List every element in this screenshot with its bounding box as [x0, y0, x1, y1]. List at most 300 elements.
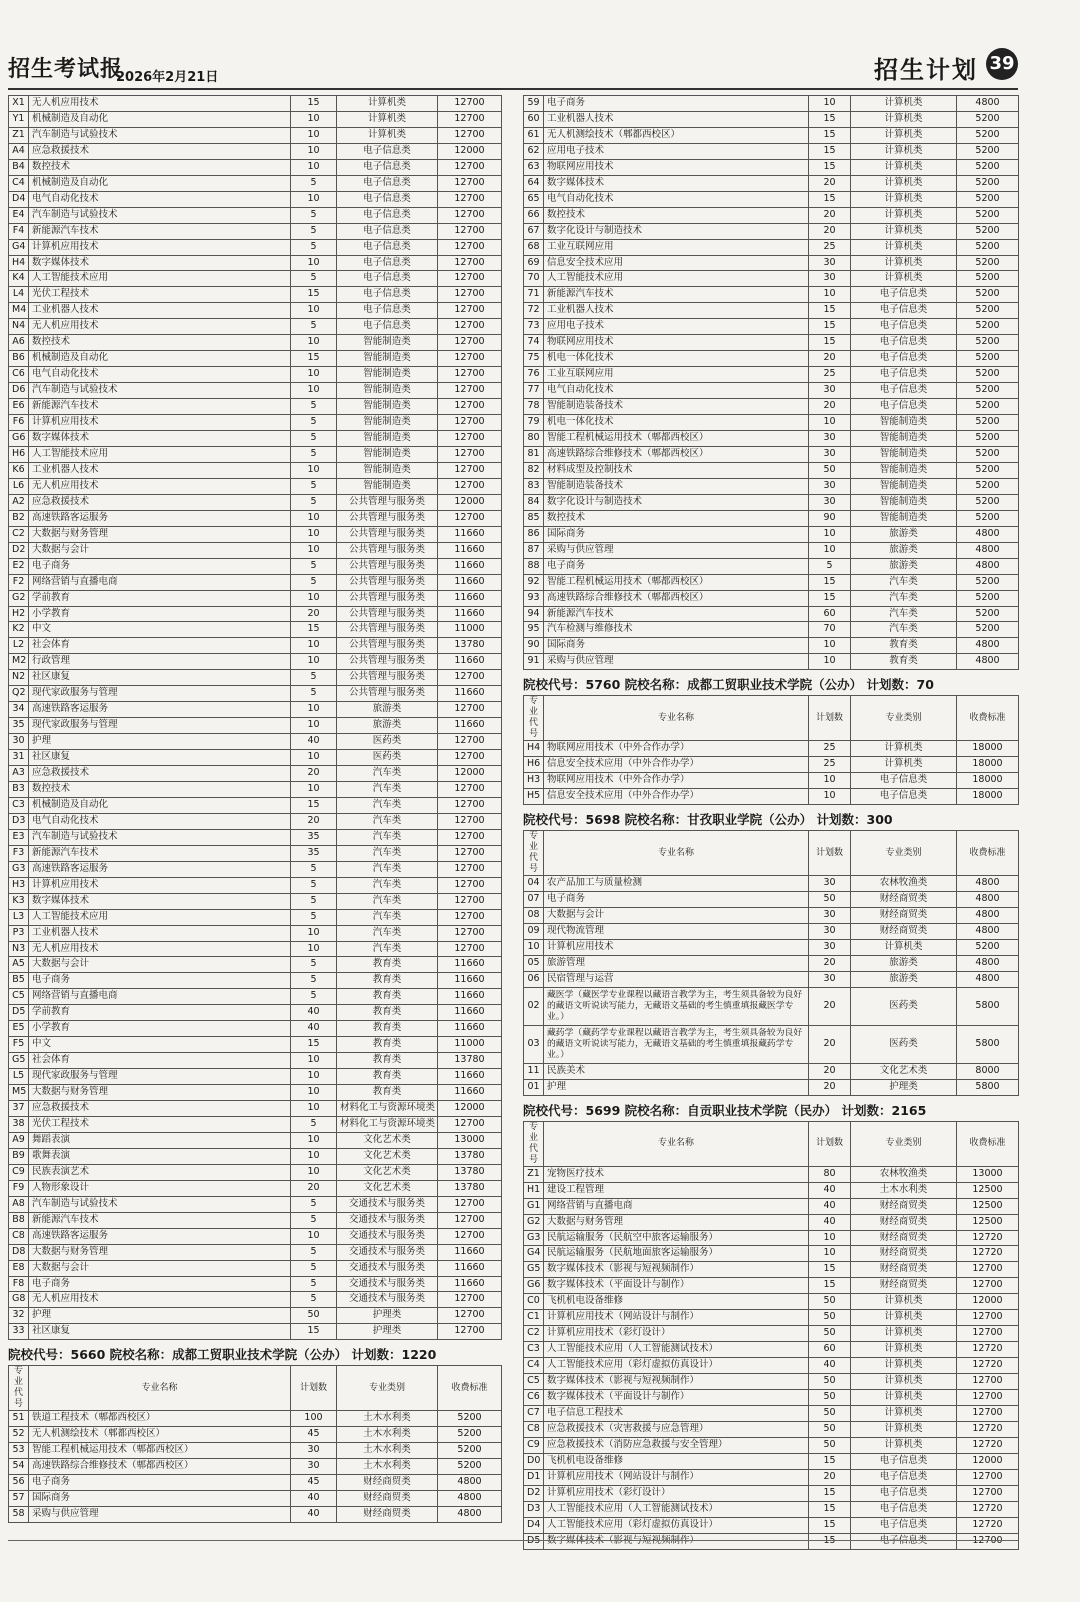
plan-count: 20 — [809, 207, 851, 223]
plan-count: 5 — [291, 239, 337, 255]
major-name: 计算机应用技术（彩灯设计） — [544, 1485, 809, 1501]
tuition-fee: 4800 — [957, 955, 1019, 971]
plan-count: 5 — [291, 319, 337, 335]
table-row — [9, 686, 502, 702]
major-category: 公共管理与服务类 — [337, 574, 438, 590]
major-category: 汽车类 — [337, 861, 438, 877]
tuition-fee: 12700 — [438, 734, 502, 750]
major-name: 无人机应用技术 — [29, 319, 291, 335]
tuition-fee: 12720 — [957, 1501, 1019, 1517]
table-row — [9, 1148, 502, 1164]
major-category: 智能制造类 — [337, 351, 438, 367]
major-category: 计算机类 — [851, 1310, 957, 1326]
major-category: 旅游类 — [337, 718, 438, 734]
major-category: 医药类 — [337, 750, 438, 766]
major-name: 护理 — [544, 1079, 809, 1095]
major-code: 02 — [524, 987, 544, 1025]
major-name: 建设工程管理 — [544, 1182, 809, 1198]
major-code: L5 — [9, 1069, 29, 1085]
tuition-fee: 13780 — [438, 1053, 502, 1069]
tuition-fee: 11660 — [438, 590, 502, 606]
major-category: 土木水利类 — [337, 1411, 438, 1427]
tuition-fee: 12700 — [438, 1308, 502, 1324]
tuition-fee: 18000 — [957, 741, 1019, 757]
major-code: 82 — [524, 462, 544, 478]
tuition-fee: 5200 — [957, 399, 1019, 415]
tuition-fee: 12700 — [438, 797, 502, 813]
plan-count: 15 — [809, 590, 851, 606]
major-category: 电子信息类 — [851, 287, 957, 303]
major-category: 计算机类 — [851, 939, 957, 955]
major-code: 95 — [524, 622, 544, 638]
plan-count: 50 — [809, 1421, 851, 1437]
major-code: C2 — [9, 526, 29, 542]
major-name: 光伏工程技术 — [29, 1117, 291, 1133]
major-category: 电子信息类 — [851, 1453, 957, 1469]
plan-count: 30 — [809, 908, 851, 924]
tuition-fee: 5200 — [957, 415, 1019, 431]
table-row — [9, 606, 502, 622]
major-code: 57 — [9, 1491, 29, 1507]
tuition-fee: 5200 — [957, 191, 1019, 207]
major-name: 应急救援技术（灾害救援与应急管理） — [544, 1421, 809, 1437]
major-category: 计算机类 — [851, 96, 957, 112]
plan-count: 5 — [291, 399, 337, 415]
major-category: 计算机类 — [851, 757, 957, 773]
tuition-fee: 11660 — [438, 957, 502, 973]
major-category: 电子信息类 — [851, 773, 957, 789]
table-row — [9, 175, 502, 191]
tuition-fee: 5200 — [957, 622, 1019, 638]
table-row — [524, 789, 1019, 805]
major-category: 计算机类 — [851, 1358, 957, 1374]
major-code: 77 — [524, 383, 544, 399]
major-category: 汽车类 — [851, 590, 957, 606]
tuition-fee: 11660 — [438, 1276, 502, 1292]
major-name: 无人机应用技术 — [29, 941, 291, 957]
major-name: 护理 — [29, 1308, 291, 1324]
major-name: 应急救援技术 — [29, 1101, 291, 1117]
major-code: 38 — [9, 1117, 29, 1133]
tuition-fee: 11660 — [438, 1085, 502, 1101]
table-row — [9, 1507, 502, 1523]
major-code: 79 — [524, 415, 544, 431]
tuition-fee: 12700 — [438, 303, 502, 319]
major-code: D2 — [524, 1485, 544, 1501]
major-code: G1 — [524, 1198, 544, 1214]
major-category: 文化艺术类 — [337, 1164, 438, 1180]
plan-count: 10 — [291, 781, 337, 797]
tuition-fee: 12720 — [957, 1342, 1019, 1358]
plan-count: 30 — [809, 255, 851, 271]
table-row — [524, 367, 1019, 383]
table-row — [524, 1025, 1019, 1063]
school-5699-table — [523, 1121, 1019, 1550]
major-code: K2 — [9, 622, 29, 638]
table-row — [524, 383, 1019, 399]
plan-count: 15 — [809, 1453, 851, 1469]
plan-count: 10 — [291, 1132, 337, 1148]
major-category: 汽车类 — [337, 766, 438, 782]
major-name: 机械制造及自动化 — [29, 175, 291, 191]
plan-count: 15 — [291, 1037, 337, 1053]
major-category: 电子信息类 — [851, 351, 957, 367]
table-row — [524, 908, 1019, 924]
major-code: G3 — [524, 1230, 544, 1246]
tuition-fee: 18000 — [957, 789, 1019, 805]
section-title: 招生计划 — [874, 56, 978, 84]
major-name: 护理 — [29, 734, 291, 750]
major-name: 光伏工程技术 — [29, 287, 291, 303]
major-code: C1 — [524, 1310, 544, 1326]
plan-count: 10 — [291, 1085, 337, 1101]
major-name: 应急救援技术 — [29, 766, 291, 782]
major-code: K3 — [9, 893, 29, 909]
major-name: 应用电子技术 — [544, 319, 809, 335]
major-name: 汽车制造与试验技术 — [29, 829, 291, 845]
major-code: D4 — [524, 1517, 544, 1533]
tuition-fee: 5200 — [957, 271, 1019, 287]
major-code: C0 — [524, 1294, 544, 1310]
major-name: 计算机应用技术（彩灯设计） — [544, 1326, 809, 1342]
major-code: 85 — [524, 510, 544, 526]
major-category: 公共管理与服务类 — [337, 510, 438, 526]
tuition-fee: 11660 — [438, 558, 502, 574]
major-category: 财经商贸类 — [851, 1214, 957, 1230]
major-category: 农林牧渔类 — [851, 876, 957, 892]
major-category: 汽车类 — [851, 622, 957, 638]
plan-count: 15 — [809, 303, 851, 319]
major-category: 电子信息类 — [851, 1517, 957, 1533]
major-name: 数字媒体技术（平面设计与制作） — [544, 1278, 809, 1294]
table-row — [9, 255, 502, 271]
table-row — [9, 734, 502, 750]
major-name: 物联网应用技术（中外合作办学） — [544, 773, 809, 789]
plan-count: 15 — [291, 287, 337, 303]
table-row — [9, 1228, 502, 1244]
major-category: 电子信息类 — [337, 143, 438, 159]
major-code: X1 — [9, 96, 29, 112]
plan-count: 30 — [809, 876, 851, 892]
major-name: 人工智能技术应用 — [29, 909, 291, 925]
tuition-fee: 5200 — [957, 494, 1019, 510]
major-code: 87 — [524, 542, 544, 558]
major-name: 社会体育 — [29, 638, 291, 654]
major-name: 大数据与会计 — [29, 957, 291, 973]
major-category: 计算机类 — [851, 239, 957, 255]
tuition-fee: 4800 — [957, 892, 1019, 908]
column-header: 收费标准 — [957, 696, 1019, 741]
plan-count: 10 — [291, 159, 337, 175]
plan-count: 10 — [291, 510, 337, 526]
major-category: 财经商贸类 — [337, 1491, 438, 1507]
major-code: H1 — [524, 1182, 544, 1198]
major-code: C5 — [9, 989, 29, 1005]
major-name: 国际商务 — [544, 526, 809, 542]
major-name: 数字媒体技术（影视与短视频制作） — [544, 1262, 809, 1278]
table-row — [524, 1517, 1019, 1533]
major-code: C8 — [524, 1421, 544, 1437]
major-name: 电子商务 — [544, 96, 809, 112]
major-category: 计算机类 — [851, 1437, 957, 1453]
major-category: 公共管理与服务类 — [337, 526, 438, 542]
major-name: 应急救援技术（消防应急救援与安全管理） — [544, 1437, 809, 1453]
tuition-fee: 12700 — [438, 877, 502, 893]
major-name: 电子商务 — [29, 558, 291, 574]
major-category: 汽车类 — [337, 893, 438, 909]
major-category: 土木水利类 — [337, 1427, 438, 1443]
plan-count: 5 — [291, 431, 337, 447]
tuition-fee: 12720 — [957, 1246, 1019, 1262]
major-name: 现代家政服务与管理 — [29, 1069, 291, 1085]
plan-count: 5 — [291, 494, 337, 510]
major-name: 数控技术 — [29, 159, 291, 175]
tuition-fee: 5200 — [957, 319, 1019, 335]
major-code: Z1 — [524, 1166, 544, 1182]
plan-count: 30 — [291, 1459, 337, 1475]
major-name: 大数据与财务管理 — [29, 1085, 291, 1101]
major-category: 旅游类 — [337, 702, 438, 718]
tuition-fee: 5200 — [957, 223, 1019, 239]
table-row — [524, 606, 1019, 622]
tuition-fee: 4800 — [957, 971, 1019, 987]
major-name: 汽车制造与试验技术 — [29, 1196, 291, 1212]
major-name: 新能源汽车技术 — [544, 606, 809, 622]
major-code: F2 — [9, 574, 29, 590]
table-row — [9, 1117, 502, 1133]
major-code: 70 — [524, 271, 544, 287]
table-row — [9, 127, 502, 143]
major-name: 新能源汽车技术 — [29, 845, 291, 861]
major-name: 物联网应用技术 — [544, 335, 809, 351]
major-name: 信息安全技术应用（中外合作办学） — [544, 757, 809, 773]
plan-count: 10 — [291, 1148, 337, 1164]
plan-count: 35 — [291, 845, 337, 861]
table-row — [524, 1214, 1019, 1230]
major-category: 公共管理与服务类 — [337, 494, 438, 510]
tuition-fee: 12700 — [957, 1278, 1019, 1294]
major-code: G5 — [524, 1262, 544, 1278]
table-row — [9, 494, 502, 510]
tuition-fee: 12700 — [438, 335, 502, 351]
table-row — [9, 1180, 502, 1196]
plan-count: 30 — [809, 939, 851, 955]
plan-count: 40 — [291, 1021, 337, 1037]
major-category: 财经商贸类 — [851, 892, 957, 908]
plan-count: 25 — [809, 239, 851, 255]
major-name: 人物形象设计 — [29, 1180, 291, 1196]
tuition-fee: 5200 — [957, 207, 1019, 223]
major-code: 10 — [524, 939, 544, 955]
plan-count: 5 — [291, 574, 337, 590]
major-code: N3 — [9, 941, 29, 957]
major-category: 电子信息类 — [851, 335, 957, 351]
tuition-fee: 11000 — [438, 622, 502, 638]
major-category: 旅游类 — [851, 526, 957, 542]
major-category: 计算机类 — [337, 111, 438, 127]
major-name: 藏药学（藏药学专业课程以藏语言教学为主，考生须具备较为良好的藏语文听说读写能力，无藏语文基础的考生慎重填报藏药学专业。） — [544, 1025, 809, 1063]
major-category: 电子信息类 — [337, 175, 438, 191]
plan-count: 5 — [291, 223, 337, 239]
major-code: D6 — [9, 383, 29, 399]
major-code: 83 — [524, 478, 544, 494]
major-name: 电气自动化技术 — [544, 383, 809, 399]
major-category: 智能制造类 — [851, 462, 957, 478]
major-code: F6 — [9, 415, 29, 431]
major-name: 网络营销与直播电商 — [29, 574, 291, 590]
major-name: 现代家政服务与管理 — [29, 718, 291, 734]
plan-count: 40 — [291, 734, 337, 750]
table-row — [524, 1166, 1019, 1182]
tuition-fee: 11660 — [438, 686, 502, 702]
major-name: 人工智能技术应用 — [29, 271, 291, 287]
table-row — [9, 845, 502, 861]
plan-count: 60 — [809, 606, 851, 622]
tuition-fee: 5800 — [957, 987, 1019, 1025]
table-row — [524, 351, 1019, 367]
major-category: 交通技术与服务类 — [337, 1244, 438, 1260]
tuition-fee: 5200 — [957, 446, 1019, 462]
major-code: G6 — [9, 431, 29, 447]
plan-count: 10 — [291, 941, 337, 957]
major-code: 01 — [524, 1079, 544, 1095]
major-code: 76 — [524, 367, 544, 383]
plan-count: 80 — [809, 1166, 851, 1182]
tuition-fee: 12700 — [438, 319, 502, 335]
left-column — [8, 95, 501, 1523]
major-category: 智能制造类 — [337, 399, 438, 415]
table-row — [524, 239, 1019, 255]
major-code: H3 — [524, 773, 544, 789]
tuition-fee: 13780 — [438, 1148, 502, 1164]
tuition-fee: 5200 — [438, 1427, 502, 1443]
table-row — [524, 622, 1019, 638]
column-header: 专业名称 — [544, 696, 809, 741]
plan-count: 5 — [291, 909, 337, 925]
major-category: 文化艺术类 — [851, 1063, 957, 1079]
major-code: 08 — [524, 908, 544, 924]
column-header: 收费标准 — [957, 1121, 1019, 1166]
major-category: 智能制造类 — [337, 415, 438, 431]
major-category: 计算机类 — [851, 1374, 957, 1390]
major-name: 新能源汽车技术 — [29, 399, 291, 415]
tuition-fee: 4800 — [957, 638, 1019, 654]
column-header: 计划数 — [809, 1121, 851, 1166]
major-name: 大数据与财务管理 — [29, 1244, 291, 1260]
tuition-fee: 11660 — [438, 654, 502, 670]
table-row — [9, 143, 502, 159]
plan-count: 20 — [291, 1180, 337, 1196]
major-code: 64 — [524, 175, 544, 191]
plan-count: 20 — [809, 1469, 851, 1485]
table-row — [9, 893, 502, 909]
table-row — [9, 1037, 502, 1053]
major-code: H5 — [524, 789, 544, 805]
major-code: C4 — [524, 1358, 544, 1374]
tuition-fee: 12700 — [438, 925, 502, 941]
major-category: 公共管理与服务类 — [337, 606, 438, 622]
major-code: 81 — [524, 446, 544, 462]
major-category: 教育类 — [337, 1037, 438, 1053]
major-code: D4 — [9, 191, 29, 207]
plan-count: 10 — [291, 335, 337, 351]
table-row — [524, 1390, 1019, 1406]
major-code: B5 — [9, 973, 29, 989]
table-row — [524, 955, 1019, 971]
major-name: 新能源汽车技术 — [544, 287, 809, 303]
table-row — [9, 1212, 502, 1228]
plan-count: 40 — [291, 1005, 337, 1021]
plan-count: 50 — [809, 1326, 851, 1342]
table-row — [9, 303, 502, 319]
major-name: 数字化设计与制造技术 — [544, 494, 809, 510]
table-row — [524, 923, 1019, 939]
tuition-fee: 12700 — [438, 750, 502, 766]
plan-count: 20 — [291, 606, 337, 622]
major-code: B4 — [9, 159, 29, 175]
table-row — [524, 1294, 1019, 1310]
table-row — [524, 1079, 1019, 1095]
major-name: 中文 — [29, 1037, 291, 1053]
major-category: 智能制造类 — [337, 335, 438, 351]
major-code: C2 — [524, 1326, 544, 1342]
table-row — [524, 111, 1019, 127]
major-category: 计算机类 — [851, 159, 957, 175]
major-code: L6 — [9, 478, 29, 494]
major-code: 33 — [9, 1324, 29, 1340]
column-header: 专业代号 — [524, 1121, 544, 1166]
plan-count: 10 — [809, 638, 851, 654]
major-name: 工业机器人技术 — [29, 462, 291, 478]
table-row — [9, 526, 502, 542]
major-code: A6 — [9, 335, 29, 351]
column-header: 专业名称 — [544, 1121, 809, 1166]
table-row — [9, 1005, 502, 1021]
major-code: F5 — [9, 1037, 29, 1053]
major-code: 84 — [524, 494, 544, 510]
plan-count: 30 — [809, 383, 851, 399]
major-name: 采购与供应管理 — [544, 542, 809, 558]
major-code: D8 — [9, 1244, 29, 1260]
tuition-fee: 5200 — [438, 1459, 502, 1475]
table-row — [9, 319, 502, 335]
table-row — [524, 319, 1019, 335]
plan-count: 20 — [809, 987, 851, 1025]
major-name: 智能制造装备技术 — [544, 478, 809, 494]
major-name: 国际商务 — [29, 1491, 291, 1507]
major-code: A5 — [9, 957, 29, 973]
major-name: 高速铁路客运服务 — [29, 1228, 291, 1244]
major-code: H3 — [9, 877, 29, 893]
plan-count: 20 — [809, 175, 851, 191]
major-code: A9 — [9, 1132, 29, 1148]
table-row — [9, 813, 502, 829]
tuition-fee: 4800 — [957, 908, 1019, 924]
tuition-fee: 12700 — [438, 941, 502, 957]
table-row — [9, 702, 502, 718]
tuition-fee: 4800 — [957, 876, 1019, 892]
major-category: 计算机类 — [851, 191, 957, 207]
table-row — [524, 590, 1019, 606]
tuition-fee: 12700 — [438, 351, 502, 367]
tuition-fee: 4800 — [957, 542, 1019, 558]
plan-count: 15 — [291, 351, 337, 367]
tuition-fee: 12700 — [438, 271, 502, 287]
plan-count: 15 — [809, 1517, 851, 1533]
major-name: 汽车制造与试验技术 — [29, 383, 291, 399]
major-name: 宠物医疗技术 — [544, 1166, 809, 1182]
table-row — [9, 1443, 502, 1459]
